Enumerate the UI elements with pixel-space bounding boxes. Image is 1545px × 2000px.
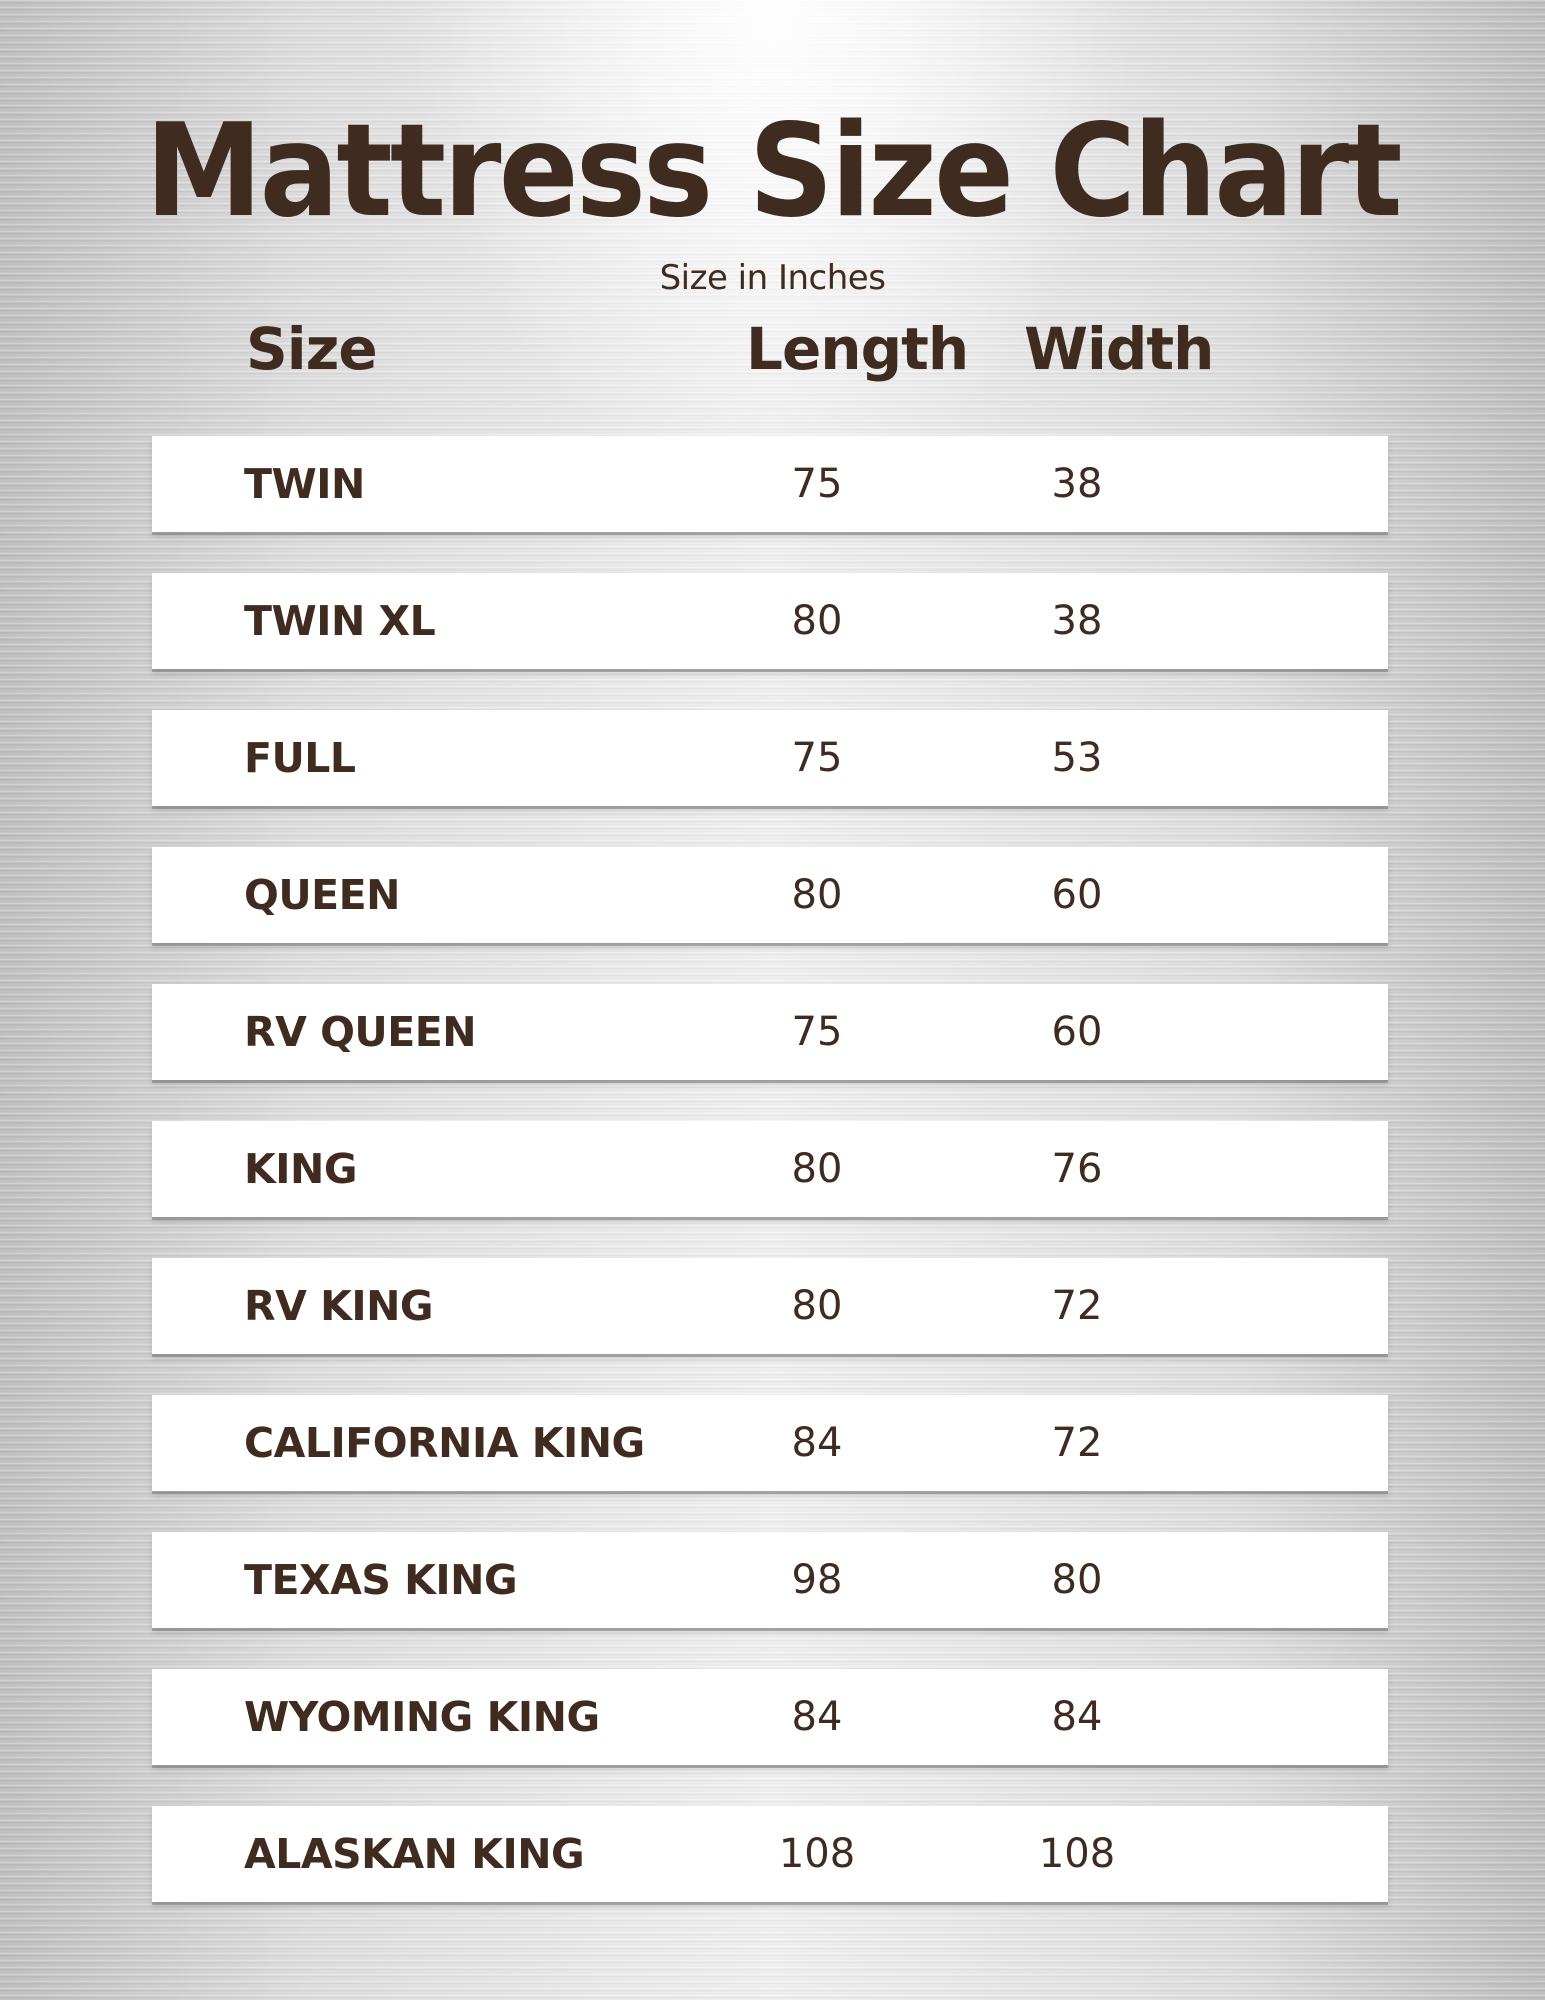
table-row (152, 984, 1388, 1080)
length-cell: 108 (778, 1831, 856, 1877)
width-cell: 72 (1051, 1420, 1103, 1466)
size-cell: KING (244, 1145, 357, 1193)
width-cell: 80 (1051, 1557, 1103, 1603)
length-cell: 80 (791, 872, 843, 918)
length-cell: 80 (791, 598, 843, 644)
width-cell: 72 (1051, 1283, 1103, 1329)
length-cell: 98 (791, 1557, 843, 1603)
table-row (152, 847, 1388, 943)
width-cell: 76 (1051, 1146, 1103, 1192)
table-row (152, 1532, 1388, 1628)
length-cell: 80 (791, 1283, 843, 1329)
table-row (152, 1395, 1388, 1491)
page-subtitle: Size in Inches (659, 258, 886, 298)
width-cell: 108 (1038, 1831, 1116, 1877)
size-cell: CALIFORNIA KING (244, 1419, 645, 1467)
table-row (152, 1669, 1388, 1765)
size-cell: RV QUEEN (244, 1008, 477, 1056)
width-cell: 60 (1051, 872, 1103, 918)
size-cell: ALASKAN KING (244, 1830, 585, 1878)
size-cell: TEXAS KING (244, 1556, 518, 1604)
length-cell: 80 (791, 1146, 843, 1192)
width-cell: 53 (1051, 735, 1103, 781)
length-cell: 84 (791, 1420, 843, 1466)
width-cell: 60 (1051, 1009, 1103, 1055)
page-title: Mattress Size Chart (145, 97, 1400, 246)
table-row (152, 1258, 1388, 1354)
size-cell: WYOMING KING (244, 1693, 600, 1741)
table-row (152, 1121, 1388, 1217)
table-row (152, 573, 1388, 669)
column-header-length: Length (746, 315, 969, 383)
length-cell: 75 (791, 461, 843, 507)
length-cell: 84 (791, 1694, 843, 1740)
size-cell: FULL (244, 734, 356, 782)
length-cell: 75 (791, 735, 843, 781)
size-table (152, 436, 1388, 1943)
column-header-width: Width (1024, 315, 1214, 383)
size-cell: TWIN (244, 460, 365, 508)
width-cell: 38 (1051, 461, 1103, 507)
column-header-size: Size (246, 315, 377, 383)
table-row (152, 710, 1388, 806)
width-cell: 38 (1051, 598, 1103, 644)
width-cell: 84 (1051, 1694, 1103, 1740)
size-cell: TWIN XL (244, 597, 436, 645)
size-cell: RV KING (244, 1282, 434, 1330)
size-cell: QUEEN (244, 871, 400, 919)
table-row (152, 1806, 1388, 1902)
table-row (152, 436, 1388, 532)
length-cell: 75 (791, 1009, 843, 1055)
